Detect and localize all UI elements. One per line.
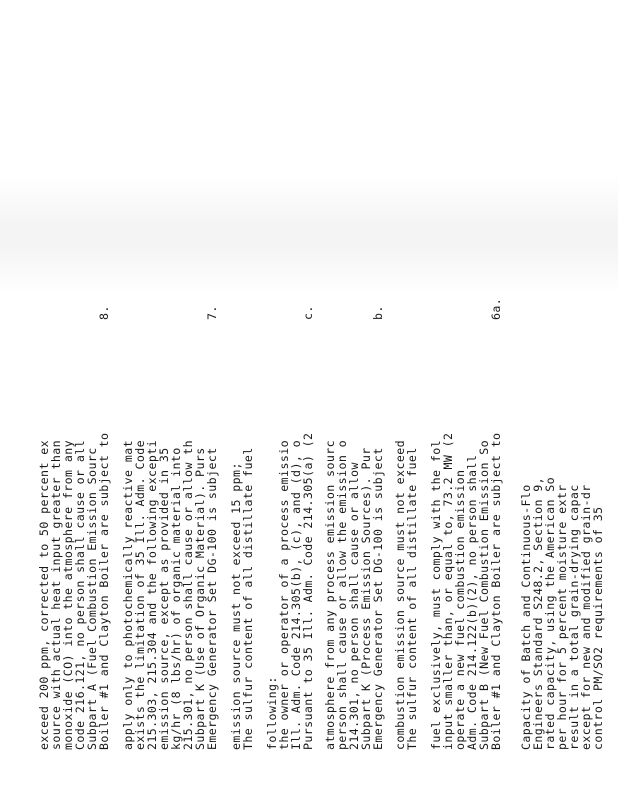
paragraph-6c-sub-line: The sulfur content of all distillate fuel [241, 447, 255, 750]
paragraph-7-line: apply only to photochemically reactive mat [121, 440, 135, 750]
paragraph-7-line: 215.301, no person shall cause or allow th [181, 440, 195, 750]
paragraph-6b-line: Subpart K (Process Emission Sources). Pur [359, 447, 373, 750]
section-marker-8: 8. [97, 305, 111, 320]
section-marker-c: c. [301, 305, 315, 320]
paragraph-6a-line: fuel exclusively, must comply with the fol [429, 440, 443, 750]
paragraph-6c-line: the owner or operator of a process emissio [277, 440, 291, 750]
intro-line: control PM/SO2 requirements of 35 [591, 506, 605, 750]
paragraph-6a-sub-line: combustion emission source must not exceed [393, 440, 407, 750]
paragraph-6a-line: Adm. Code 214.122(b)(2), no person shall [465, 454, 479, 750]
paragraph-8-line: monoxide (CO) into the atmosphere from any [61, 440, 75, 750]
paragraph-6c-line: Ill. Adm. Code 214.305(b), (c), and (d), o [289, 440, 303, 750]
paragraph-6c-line: following: [265, 676, 279, 750]
paragraph-7-line: Emergency Generator Set DG-100 is subject [205, 447, 219, 750]
paragraph-6b-line: atmosphere from any process emission sourc [323, 440, 337, 750]
paragraph-8-line: Boiler #1 and Clayton Boiler are subject to [97, 432, 111, 750]
section-marker-7: 7. [205, 305, 219, 320]
section-marker-b: b. [371, 305, 385, 320]
paragraph-6b-line: Emergency Generator Set DG-100 is subject [371, 447, 385, 750]
intro-line: result in a total grain-drying capac [567, 484, 581, 750]
intro-line: Engineers Standard S248.2, Section 9, [531, 476, 545, 750]
paragraph-8-line: exceed 200 ppm, corrected to 50 percent ex [37, 440, 51, 750]
section-marker-6a: 6a. [489, 297, 503, 320]
intro-line: Capacity of Batch and Continuous-Flo [519, 484, 533, 750]
intro-line: except for new and modified grain-dr [579, 484, 593, 750]
intro-line: per hour for 5 percent moisture extr [555, 484, 569, 750]
paragraph-6b-line: 214.301, no person shall cause or allow [347, 462, 361, 750]
paragraph-8-line: Code 216.121, no person shall cause or all [73, 440, 87, 750]
paragraph-8-line: Subpart A (Fuel Combustion Emission Sourc [85, 447, 99, 750]
rotated-text-block [37, 0, 618, 800]
paragraph-7-line: Subpart K (Use of Organic Material). Purs [193, 447, 207, 750]
paragraph-7-line: emission source, except as provided in 35 [157, 447, 171, 750]
paragraph-6a-line: Subpart B (New Fuel Combustion Emission So [477, 440, 491, 750]
paragraph-7-line: 215.303, 215.304 and the following excepti [145, 440, 159, 750]
paragraph-8-line: source with actual heat input greater than [49, 440, 63, 750]
paragraph-6c-sub-line: emission source must not exceed 15 ppm; [229, 462, 243, 750]
paragraph-7-line: exists the limitation of 35 Ill. Adm. Code [133, 440, 147, 750]
paragraph-6a-sub-line: The sulfur content of all distillate fuel [405, 447, 419, 750]
paragraph-6c-line: Pursuant to 35 Ill. Adm. Code 214.305(a) (2 [301, 432, 315, 750]
intro-line: rated capacity, using the American So [543, 476, 557, 750]
paragraph-6b-line: person shall cause or allow the emission o [335, 440, 349, 750]
paragraph-6a-line: operate a new fuel combustion emission [453, 469, 467, 750]
paragraph-6a-line: Boiler #1 and Clayton Boiler are subject to [489, 432, 503, 750]
paragraph-6a-line: input smaller than, or equal to, 73.2 MW (2 [441, 432, 455, 750]
paragraph-7-line: kg/hr (8 lbs/hr) of organic material into [169, 447, 183, 750]
